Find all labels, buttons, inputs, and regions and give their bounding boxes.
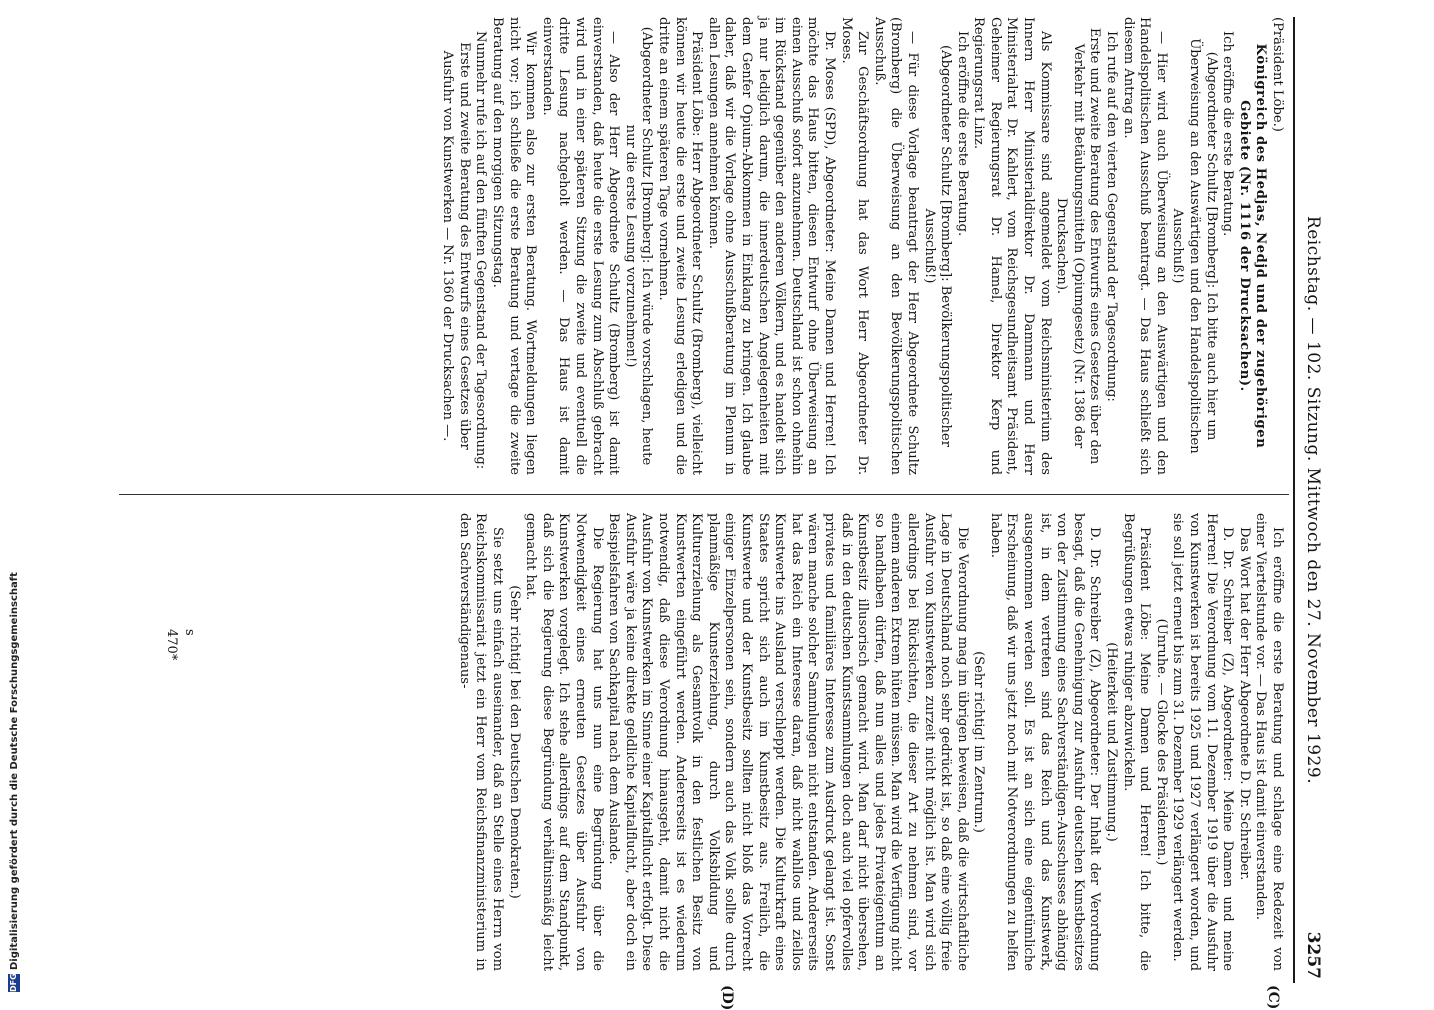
paragraph: Die Regierung hat uns nun eine Begründung über die Notwendigkeit eines erneuten Gesetzes über Ausfuhr von Kunstwerken vorgelegt. Ich stehe allerdings auf dem Standpunkt, daß sich die Regierung diese Begründung verhältnismäßig leicht gemacht hat.	[522, 513, 605, 971]
paragraph: Ich rufe auf den vierten Gegenstand der Tagesordnung:	[1102, 17, 1119, 475]
paragraph: Dr. Moses (SPD), Abgeordneter: Meine Damen und Herren! Ich möchte das Haus bitten, diesen Entwurf ohne Überweisung an einen Ausschuß sofort anzunehmen. Deutschland ist schon ohnehin im Rückstand gegenüber den anderen Völkern, und es handelt sich ja nur lediglich darum, die innerdeutschen Angelegenheiten mit dem Genfer Opium-Abkommen in Einklang zu bringen. Ich glaube daher, daß wir die Vorlage ohne Ausschußberatung im Plenum in allen Lesungen annehmen können.	[704, 17, 837, 475]
paragraph: (Sehr richtig! bei den Deutschen Demokraten.)	[505, 513, 522, 971]
paragraph: — Für diese Vorlage beantragt der Herr Abgeordnete Schultz (Bromberg) die Überweisung an den Bevölkerungspolitischen Ausschuß.	[870, 17, 920, 475]
paragraph: (Sehr richtig! im Zentrum.)	[970, 513, 987, 971]
sheet-number: 470*	[164, 629, 179, 660]
paragraph: Erste und zweite Beratung des Entwurfs eines Gesetzes über Ausfuhr von Kunstwerken — Nr. 1360 der Drucksachen —.	[439, 17, 472, 475]
paragraph: Präsident Löbe: Herr Abgeordneter Schultz (Bromberg), vielleicht können wir heute die erste und zweite Lesung erledigen und die dritte an einem späteren Tage vornehmen.	[654, 17, 704, 475]
paragraph: Sie setzt uns einfach auseinander, daß an Stelle eines Herrn vom Reichskommissariat jetzt ein Herr vom Reichsfinanzministerium in den Sachverständigenaus-	[455, 513, 505, 971]
paragraph: Zur Geschäftsordnung hat das Wort Herr Abgeordneter Dr. Moses.	[837, 17, 870, 475]
page-number: 3257	[1303, 932, 1323, 979]
left-text-column	[439, 17, 1285, 475]
margin-marker-d: (D)	[719, 985, 735, 1010]
paragraph: — Hier wird auch Überweisung an den Auswärtigen und den Handelspolitischen Ausschuß beantragt. — Das Haus schließt sich diesem Antrag an.	[1119, 17, 1169, 475]
paragraph: (Abgeordneter Schultz [Bromberg]: Bevölkerungspolitischer Ausschuß!)	[920, 17, 953, 475]
dfg-logo: DFG	[8, 974, 20, 992]
paragraph: (Präsident Löbe.)	[1268, 17, 1285, 475]
credit-text: Digitalisierung gefördert durch die Deutsche Forschungsgemeinschaft	[9, 572, 20, 970]
header-rule	[1293, 17, 1295, 983]
paragraph: Königreich des Hedjas, Nedjd und der zugehörigen Gebiete (Nr. 1116 der Drucksachen).	[1235, 17, 1268, 475]
page-header	[1291, 17, 1325, 983]
paragraph: Präsident Löbe: Meine Damen und Herren! Ich bitte, die Begrüßungen etwas ruhiger abzuwickeln.	[1119, 513, 1152, 971]
paragraph: (Unruhe. — Glocke des Präsidenten.)	[1152, 513, 1169, 971]
paragraph: Das Wort hat der Herr Abgeordnete D. Dr. Schreiber.	[1235, 513, 1252, 971]
margin-marker-c: (C)	[1265, 985, 1281, 1009]
paragraph: Ich eröffne die erste Beratung und schlage eine Redezeit von einer Viertelstunde vor. — Das Haus ist damit einverstanden.	[1252, 513, 1285, 971]
paragraph: D. Dr. Schreiber (Z), Abgeordneter: Der Inhalt der Verordnung besagt, daß die Genehmigung zur Ausfuhr deutschen Kunstbesitzes von der Zustimmung eines Sachverständigen-Ausschusses abhängig ist, in dem vertreten sind das Reich und das Kunstwerk, ausgenommen werden soll. Es ist an sich eine eigentümliche Erscheinung, daß wir uns jetzt noch mit Notverordnungen zu helfen haben.	[986, 513, 1102, 971]
document-page	[95, 17, 1325, 983]
paragraph: Ich eröffne die erste Beratung.	[953, 17, 970, 475]
paragraph: Die Verordnung mag im übrigen beweisen, daß die wirtschaftliche Lage in Deutschland noch sehr gedrückt ist, so daß eine völlig freie Ausfuhr von Kunstwerken zurzeit nicht möglich ist. Man wird sich allerdings bei Rücksichten, die dieser Art zu nehmen sind, vor einem anderen Extrem hüten müssen. Man wird die Verfügung nicht so handhaben dürfen, daß nun alles und jedes Privateigentum an Kunstbesitz illusorisch gemacht wird. Man darf nicht übersehen, daß in den deutschen Kunstsammlungen doch auch viel opfervolles privates und familiäres Interesse zum Ausdruck gelangt ist. Sonst wären manche solcher Sammlungen nicht entstanden. Andererseits hat das Reich ein Interesse daran, daß nicht wahllos und ziellos Kunstwerte ins Ausland verschleppt werden. Die Kulturkraft eines Staates spricht sich auch im Kunstbesitz aus. Freilich, die Kunstwerte und der Kunstbesitz sollten nicht bloß das Vorrecht einiger Einzelpersonen sein, sondern auch das Volk sollte durch planmäßige Kunsterziehung, durch Volksbildung und Kulturerziehung als Gesamtvolk in den festlichen Besitz von Kunstwerten eingeführt werden. Andererseits ist es wiederum notwendig, daß diese Verordnung hinausgeht, damit nicht die Ausfuhr von Kunstwerken im Sinne einer Kapitalflucht erfolgt. Diese Ausfuhr wäre ja keine direkte geldliche Kapitalflucht, aber doch ein Beispielsfahren von Sachkapital nach dem Auslande.	[605, 513, 970, 971]
paragraph: (Abgeordneter Schultz [Bromberg]: Ich bitte auch hier um Überweisung an den Auswärtigen und den Handelspolitischen Ausschuß!)	[1169, 17, 1219, 475]
running-title: Reichstag. — 102. Sitzung. Mittwoch den 27. November 1929.	[1303, 17, 1323, 983]
paragraph: Erste und zweite Beratung des Entwurfs eines Gesetzes über den Verkehr mit Betäubungsmitteln (Opiumgesetz) (Nr. 1386 der Drucksachen).	[1053, 17, 1103, 475]
paragraph: D. Dr. Schreiber (Z), Abgeordneter: Meine Damen und meine Herren! Die Verordnung vom 11. Dezember 1919 über die Ausfuhr von Kunstwerken ist bereits 1925 und 1927 verlängert worden, und sie soll jetzt erneut bis zum 31. Dezember 1929 verlängert werden.	[1169, 513, 1235, 971]
paragraph: Nunmehr rufe ich auf den fünften Gegenstand der Tagesordnung:	[472, 17, 489, 475]
paragraph: (Heiterkeit und Zustimmung.)	[1102, 513, 1119, 971]
digitization-credit	[6, 600, 22, 992]
paragraph: (Abgeordneter Schultz [Bromberg]: Ich würde vorschlagen, heute nur die erste Lesung vorzunehmen!)	[621, 17, 654, 475]
paragraph: Ich eröffne die erste Beratung.	[1219, 17, 1236, 475]
paragraph: — Also der Herr Abgeordnete Schultz (Bromberg) ist damit einverstanden, daß heute die erste Lesung zum Abschluß gebracht wird und in einer späteren Sitzung die zweite und eventuell die dritte Lesung nachgeholt werden. — Das Haus ist damit einverstanden.	[538, 17, 621, 475]
paragraph: Als Kommissare sind angemeldet vom Reichsministerium des Innern Herr Ministerialdirektor Dr. Dammann und Herr Ministerialrat Dr. Kahlert, vom Reichsgesundheitsamt Präsident, Geheimer Regierungsrat Dr. Hamel, Direktor Kerp und Regierungsrat Linz.	[970, 17, 1053, 475]
signature-mark: s	[182, 629, 197, 636]
column-divider	[119, 494, 1289, 495]
right-text-column	[455, 513, 1285, 971]
paragraph: Wir kommen also zur ersten Beratung. Wortmeldungen liegen nicht vor; ich schließe die erste Beratung und vertage die zweite Beratung auf den morgigen Sitzungstag.	[489, 17, 539, 475]
